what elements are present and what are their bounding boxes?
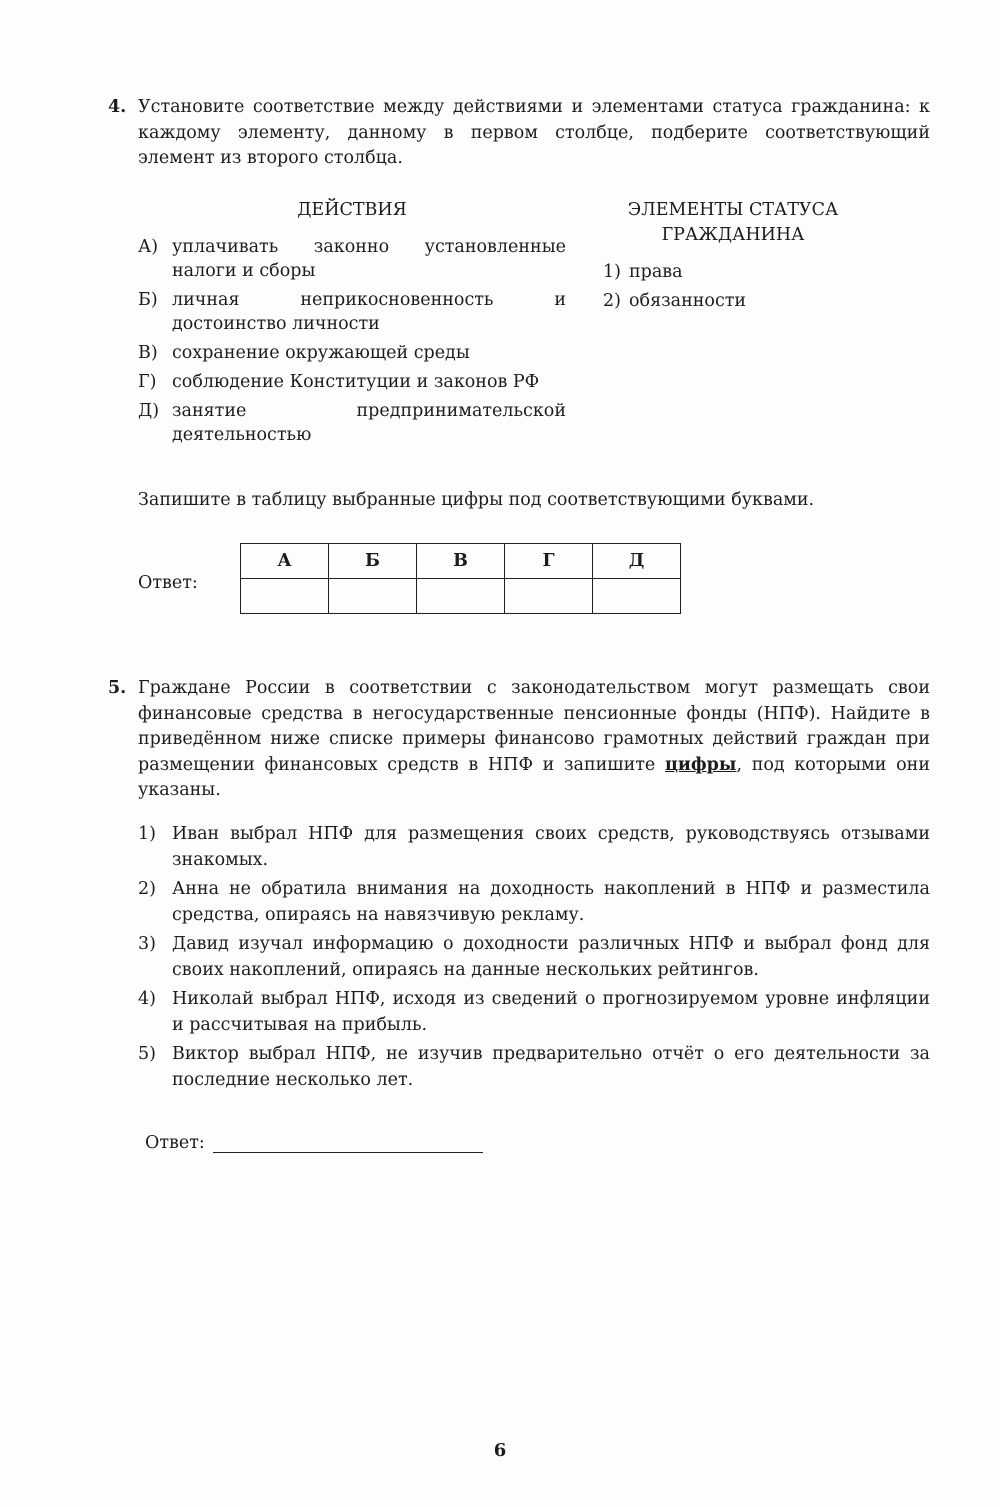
task-5-number: 5. (108, 678, 127, 698)
task-5-text-part: , под которыми они указаны. (138, 754, 930, 800)
option-text: Анна не обратила внимания на доходность накоплений в НПФ и разместила средства, опираясь на навязчивую рекламу. (172, 879, 930, 925)
list-item (138, 932, 930, 983)
element-item (603, 289, 933, 313)
option-label: 2) (138, 879, 156, 899)
action-text: занятие предпринимательской деятельностью (172, 401, 566, 445)
action-text: личная неприкосновенность и достоинство личности (172, 290, 566, 334)
action-item (138, 288, 566, 336)
table-header-cell: Б (329, 544, 417, 579)
action-text: уплачивать законно установленные налоги и сборы (172, 237, 566, 281)
option-label: 3) (138, 934, 156, 954)
task-5-answer (145, 1132, 483, 1153)
action-label: Б) (138, 290, 158, 310)
task-5 (108, 676, 930, 804)
element-label: 1) (603, 262, 621, 282)
task-5-options (138, 822, 930, 1097)
actions-title: ДЕЙСТВИЯ (297, 200, 407, 220)
answer-cell[interactable] (417, 579, 505, 614)
task-4-answer-label: Ответ: (138, 573, 198, 593)
element-item (603, 260, 933, 284)
element-label: 2) (603, 291, 621, 311)
list-item (138, 877, 930, 928)
answer-line-input[interactable] (213, 1132, 483, 1153)
option-text: Иван выбрал НПФ для размещения своих средств, руководствуясь отзывами знакомых. (172, 824, 930, 870)
table-header-cell: Г (505, 544, 593, 579)
task-4-text: Установите соответствие между действиями и элементами статуса гражданина: к каждому элементу, данному в первом столбце, подберите соответствующий элемент из второго столбца. (138, 97, 930, 168)
table-header-cell: А (241, 544, 329, 579)
answer-cell[interactable] (593, 579, 681, 614)
action-item (138, 235, 566, 283)
list-item (138, 987, 930, 1038)
task-5-emphasis: цифры (664, 754, 737, 775)
element-text: обязанности (629, 291, 747, 311)
answer-cell[interactable] (329, 579, 417, 614)
element-text: права (629, 262, 683, 282)
action-label: Д) (138, 401, 160, 421)
answer-cell[interactable] (241, 579, 329, 614)
action-text: сохранение окружающей среды (172, 343, 470, 363)
action-text: соблюдение Конституции и законов РФ (172, 372, 540, 392)
action-item (138, 399, 566, 447)
option-text: Давид изучал информацию о доходности различных НПФ и выбрал фонд для своих накоплений, опираясь на данные нескольких рейтингов. (172, 934, 930, 980)
elements-title: ЭЛЕМЕНТЫ СТАТУСА ГРАЖДАНИНА (627, 200, 839, 245)
answer-table-header-row (241, 544, 681, 579)
task-4-number: 4. (108, 97, 127, 117)
actions-column (138, 198, 566, 452)
option-label: 5) (138, 1044, 156, 1064)
answer-table-input-row (241, 579, 681, 614)
answer-table (240, 543, 681, 614)
task-4 (108, 95, 930, 172)
option-text: Виктор выбрал НПФ, не изучив предварительно отчёт о его деятельности за последние несколько лет. (172, 1044, 930, 1090)
table-instruction: Запишите в таблицу выбранные цифры под соответствующими буквами. (138, 490, 815, 510)
page-number: 6 (493, 1440, 507, 1461)
action-label: В) (138, 343, 158, 363)
option-text: Николай выбрал НПФ, исходя из сведений о прогнозируемом уровне инфляции и рассчитывая на прибыль. (172, 989, 930, 1035)
table-header-cell: Д (593, 544, 681, 579)
task-5-text (138, 676, 930, 804)
task-5-text-part: Граждане России в соответствии с законодательством могут размещать свои финансовые средства в негосударственные пенсионные фонды (НПФ). Найдите в приведённом ниже списке примеры финансово грамотных действий граждан при размещении финансовых средств в НПФ и запишите (138, 678, 930, 775)
table-header-cell: В (417, 544, 505, 579)
option-label: 4) (138, 989, 156, 1009)
action-label: Г) (138, 372, 157, 392)
action-item (138, 370, 566, 394)
action-label: А) (138, 237, 159, 257)
elements-column (603, 198, 933, 318)
list-item (138, 1042, 930, 1093)
option-label: 1) (138, 824, 156, 844)
list-item (138, 822, 930, 873)
answer-cell[interactable] (505, 579, 593, 614)
action-item (138, 341, 566, 365)
task-5-answer-label: Ответ: (145, 1133, 205, 1153)
